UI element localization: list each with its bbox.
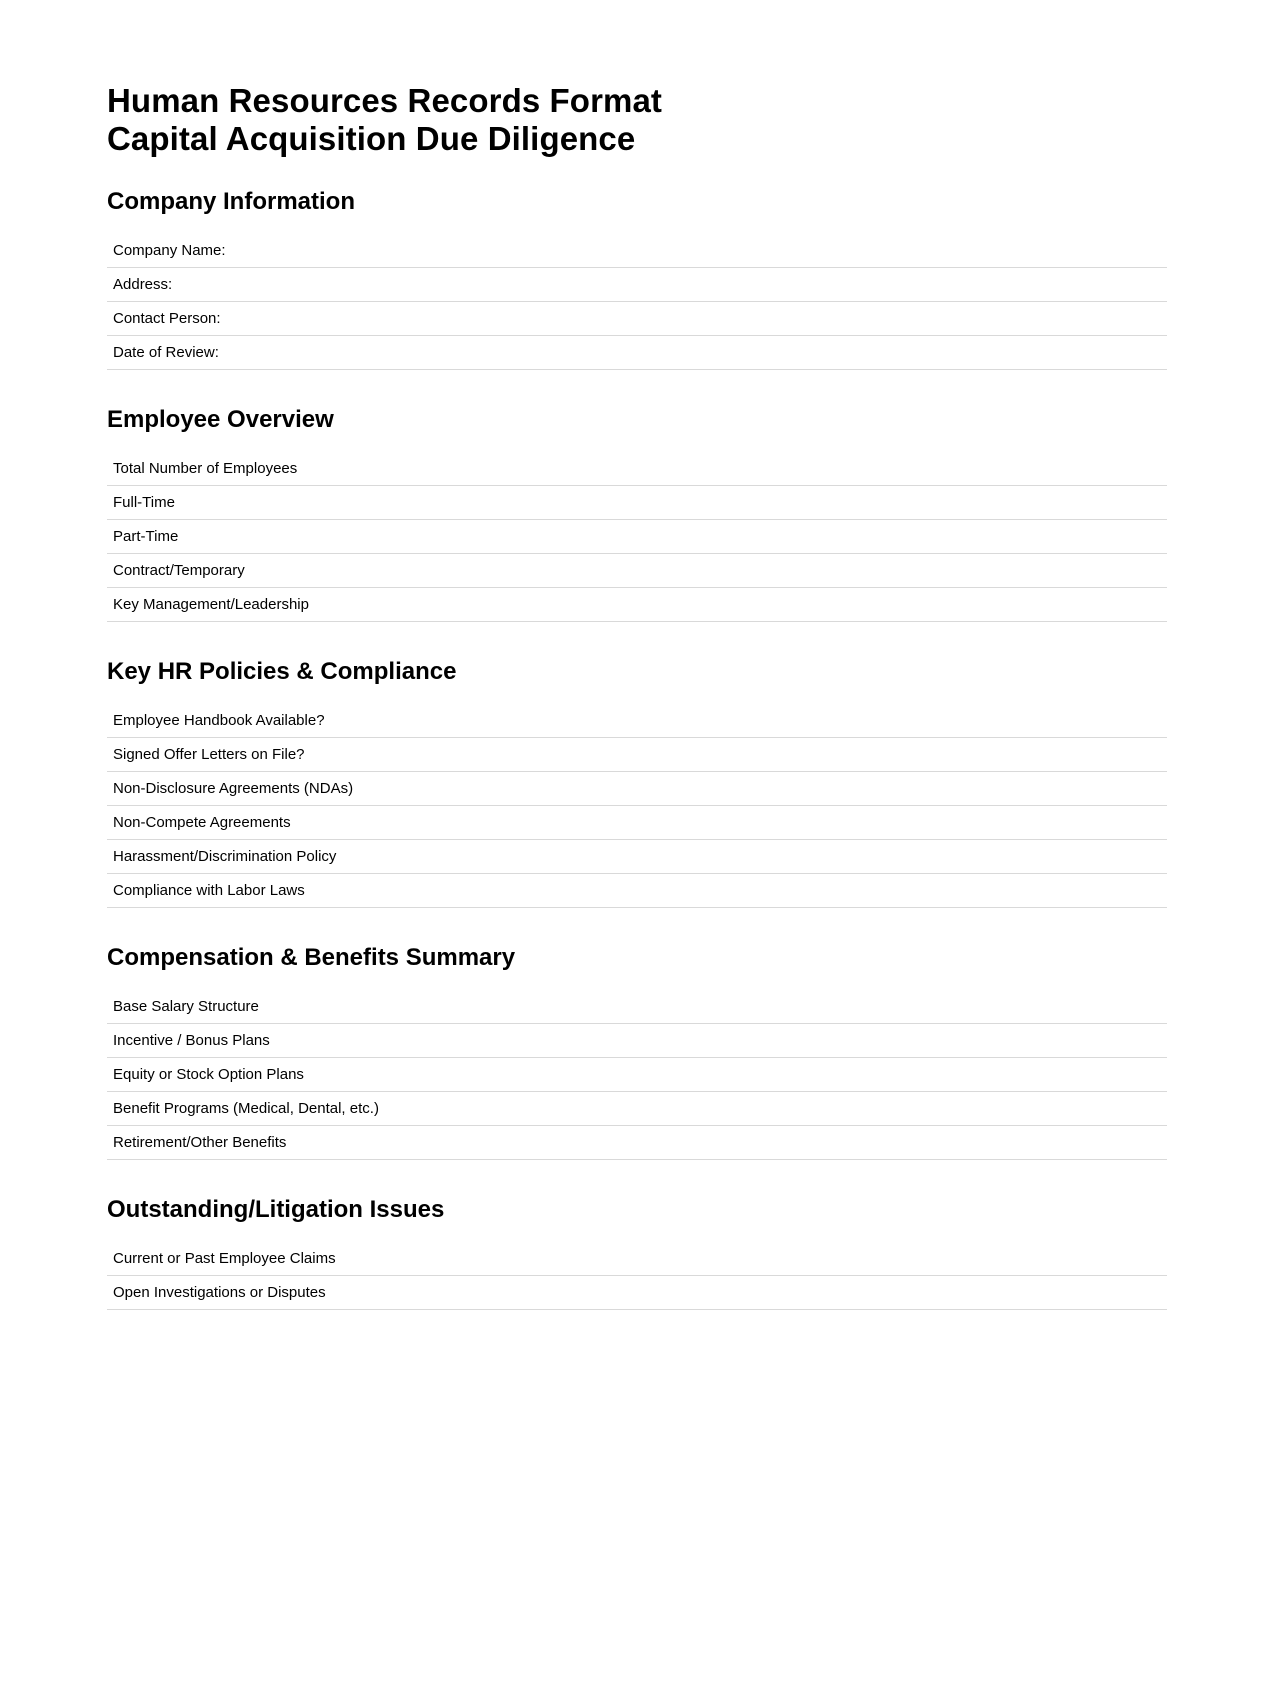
- field-list: [107, 1242, 1167, 1310]
- section-employee-overview: [107, 406, 1167, 622]
- field-list: [107, 234, 1167, 370]
- title-line-2: Capital Acquisition Due Diligence: [107, 120, 636, 157]
- section-litigation-issues: [107, 1196, 1167, 1310]
- field-row: Address:: [107, 268, 1167, 302]
- field-row: Non-Disclosure Agreements (NDAs): [107, 772, 1167, 806]
- field-row: Equity or Stock Option Plans: [107, 1058, 1167, 1092]
- field-row: Benefit Programs (Medical, Dental, etc.): [107, 1092, 1167, 1126]
- field-row: Key Management/Leadership: [107, 588, 1167, 622]
- field-row: Contract/Temporary: [107, 554, 1167, 588]
- field-list: [107, 452, 1167, 622]
- field-row: Employee Handbook Available?: [107, 704, 1167, 738]
- field-list: [107, 990, 1167, 1160]
- field-row: Total Number of Employees: [107, 452, 1167, 486]
- section-compensation-benefits: [107, 944, 1167, 1160]
- section-heading: Outstanding/Litigation Issues: [107, 1196, 445, 1223]
- section-hr-policies-compliance: [107, 658, 1167, 908]
- field-row: Base Salary Structure: [107, 990, 1167, 1024]
- field-row: Open Investigations or Disputes: [107, 1276, 1167, 1310]
- document-title: [107, 82, 1167, 158]
- section-company-information: [107, 188, 1167, 370]
- field-row: Company Name:: [107, 234, 1167, 268]
- field-list: [107, 704, 1167, 908]
- field-row: Current or Past Employee Claims: [107, 1242, 1167, 1276]
- field-row: Harassment/Discrimination Policy: [107, 840, 1167, 874]
- field-row: Compliance with Labor Laws: [107, 874, 1167, 908]
- section-heading: Company Information: [107, 188, 356, 215]
- section-heading: Employee Overview: [107, 406, 334, 433]
- field-row: Date of Review:: [107, 336, 1167, 370]
- field-row: Retirement/Other Benefits: [107, 1126, 1167, 1160]
- field-row: Signed Offer Letters on File?: [107, 738, 1167, 772]
- field-row: Incentive / Bonus Plans: [107, 1024, 1167, 1058]
- field-row: Part-Time: [107, 520, 1167, 554]
- section-heading: Compensation & Benefits Summary: [107, 944, 516, 971]
- field-row: Contact Person:: [107, 302, 1167, 336]
- section-heading: Key HR Policies & Compliance: [107, 658, 457, 685]
- title-line-1: Human Resources Records Format: [107, 82, 662, 119]
- field-row: Non-Compete Agreements: [107, 806, 1167, 840]
- field-row: Full-Time: [107, 486, 1167, 520]
